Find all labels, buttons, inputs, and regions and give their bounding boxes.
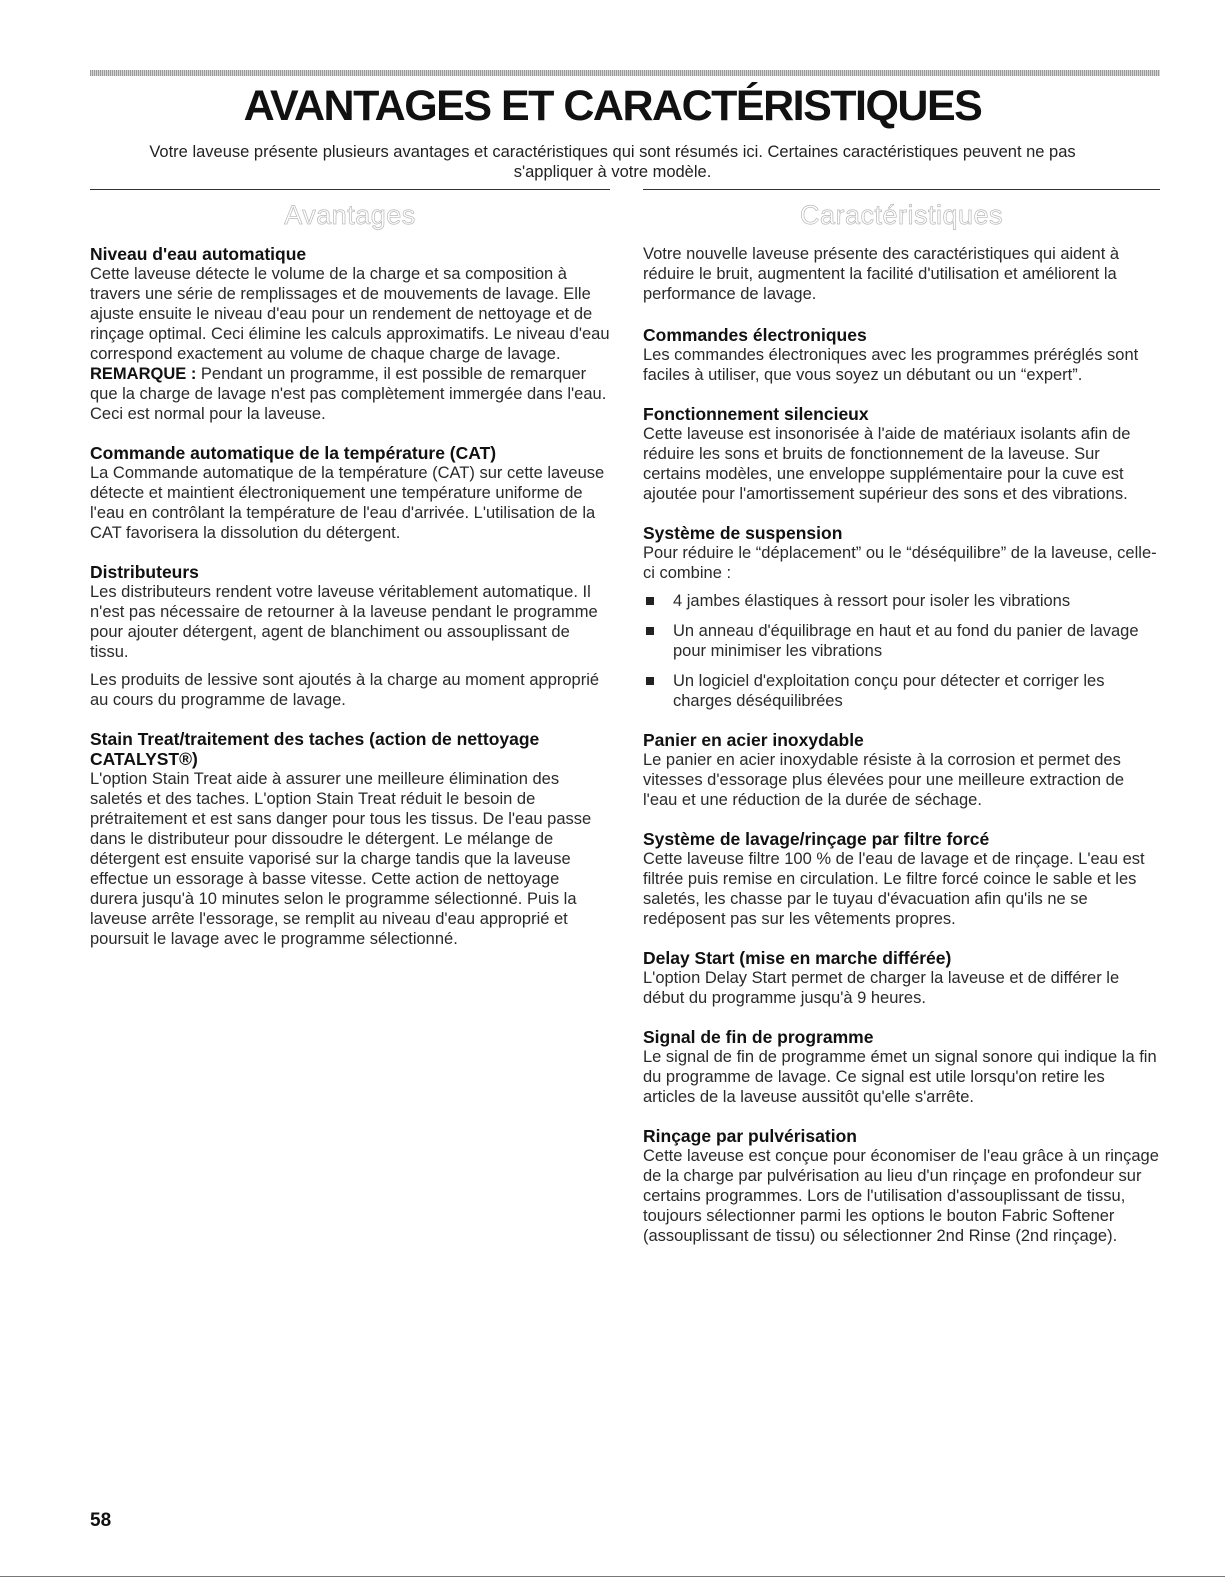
feature-section [90, 562, 610, 710]
features-column [643, 198, 1160, 1265]
section-paragraph: Les commandes électroniques avec les programmes préréglés sont faciles à utiliser, que vous soyez un débutant ou un “expert”. [643, 346, 1139, 384]
section-title: Signal de fin de programme [643, 1027, 874, 1047]
section-title: Système de lavage/rinçage par filtre forcé [643, 829, 990, 849]
features-intro: Votre nouvelle laveuse présente des caractéristiques qui aident à réduire le bruit, augmentent la facilité d'utilisation et améliorent la performance de lavage. [643, 245, 1120, 303]
feature-section [643, 1126, 1160, 1246]
advantages-sections [90, 244, 610, 949]
note-label: REMARQUE : [90, 365, 197, 383]
features-heading: Caractéristiques [799, 200, 1004, 230]
section-title: Distributeurs [90, 562, 199, 582]
section-paragraph: Pour réduire le “déplacement” ou le “déséquilibre” de la laveuse, celle-ci combine : [643, 544, 1157, 582]
section-title: Fonctionnement silencieux [643, 404, 869, 424]
feature-section [643, 325, 1160, 385]
section-paragraph: Le signal de fin de programme émet un signal sonore qui indique la fin du programme de lavage. Ce signal est utile lorsqu'on retire les articles de la laveuse aussitôt qu'elle s'arrête. [643, 1048, 1157, 1106]
section-paragraph: La Commande automatique de la température (CAT) sur cette laveuse détecte et maintient électroniquement une température uniforme de l'eau en contrôlant la température de l'eau d'arrivée. L'utilisation de la CAT favorisera la dissolution du détergent. [90, 464, 605, 542]
section-title: Delay Start (mise en marche différée) [643, 948, 952, 968]
page-intro: Votre laveuse présente plusieurs avantages et caractéristiques qui sont résumés ici. Certaines caractéristiques peuvent ne pas s'appliquer à votre modèle. [149, 143, 1076, 181]
section-paragraph: Les distributeurs rendent votre laveuse véritablement automatique. Il n'est pas nécessaire de retourner à la laveuse pendant le programme pour ajouter détergent, agent de blanchiment ou assouplissant de tissu. [90, 583, 598, 661]
page-title: AVANTAGES ET CARACTÉRISTIQUES [243, 82, 982, 130]
section-paragraph: Cette laveuse détecte le volume de la charge et sa composition à travers une série de remplissages et de mouvements de lavage. Elle ajuste ensuite le niveau d'eau pour un rendement de nettoyage et de rinçage optimal. Ceci élimine les calculs approximatifs. Le niveau d'eau correspond exactement au volume de chaque charge de lavage. [90, 265, 610, 363]
feature-section [643, 829, 1160, 929]
section-title: Niveau d'eau automatique [90, 244, 307, 264]
feature-section [643, 1027, 1160, 1107]
section-title: Système de suspension [643, 523, 843, 543]
page-number: 58 [90, 1510, 112, 1531]
section-paragraph: Cette laveuse filtre 100 % de l'eau de lavage et de rinçage. L'eau est filtrée puis remise en circulation. Le filtre forcé coince le sable et les saletés, les chasse par le tuyau d'évacuation afin qu'ils ne se redéposent pas sur les vêtements propres. [643, 850, 1145, 928]
advantages-heading: Avantages [284, 200, 416, 230]
right-column-rule [643, 189, 1160, 190]
section-title: Panier en acier inoxydable [643, 730, 864, 750]
note-text: Pendant un programme, il est possible de remarquer que la charge de lavage n'est pas complètement immergée dans l'eau. Ceci est normal pour la laveuse. [90, 365, 607, 423]
advantages-column [90, 198, 610, 968]
bullet-item: Un logiciel d'exploitation conçu pour détecter et corriger les charges déséquilibrées [643, 671, 1160, 711]
feature-section [643, 523, 1160, 711]
section-paragraph: Le panier en acier inoxydable résiste à la corrosion et permet des vitesses d'essorage plus élevées pour une meilleure extraction de l'eau et une réduction de la durée de séchage. [643, 751, 1125, 809]
feature-section [90, 443, 610, 543]
feature-section [643, 404, 1160, 504]
bullet-item: 4 jambes élastiques à ressort pour isoler les vibrations [643, 591, 1160, 611]
note-paragraph [90, 364, 610, 424]
feature-section [90, 244, 610, 424]
section-paragraph: L'option Stain Treat aide à assurer une meilleure élimination des saletés et des taches. L'option Stain Treat réduit le besoin de prétraitement et est sans danger pour tous les tissus. De l'eau passe dans le distributeur pour dissoudre le détergent. Le mélange de détergent est ensuite vaporisé sur la charge tandis que la laveuse effectue un essorage à basse vitesse. Cette action de nettoyage durera jusqu'à 10 minutes selon le programme sélectionné. Puis la laveuse arrête l'essorage, se remplit au niveau d'eau approprié et poursuit le lavage avec le programme sélectionné. [90, 770, 592, 948]
feature-section [643, 948, 1160, 1008]
feature-section [90, 729, 610, 949]
section-paragraph: L'option Delay Start permet de charger la laveuse et de différer le début du programme jusqu'à 9 heures. [643, 969, 1120, 1007]
bullet-item: Un anneau d'équilibrage en haut et au fond du panier de lavage pour minimiser les vibrations [643, 621, 1160, 661]
top-dotted-rule [90, 70, 1160, 76]
section-paragraph: Cette laveuse est conçue pour économiser de l'eau grâce à un rinçage de la charge par pulvérisation au lieu d'un rinçage en profondeur sur certains programmes. Lors de l'utilisation d'assouplissant de tissu, toujours sélectionner parmi les options le bouton Fabric Softener (assouplissant de tissu) ou sélectionner 2nd Rinse (2nd rinçage). [643, 1147, 1159, 1245]
section-paragraph: Cette laveuse est insonorisée à l'aide de matériaux isolants afin de réduire les sons et bruits de fonctionnement de la laveuse. Sur certains modèles, une enveloppe supplémentaire pour la cuve est ajoutée pour l'amortissement supérieur des sons et des vibrations. [643, 425, 1131, 503]
section-title: Commandes électroniques [643, 325, 867, 345]
section-title: Rinçage par pulvérisation [643, 1126, 857, 1146]
features-sections [643, 325, 1160, 1246]
bullet-list [643, 591, 1160, 711]
feature-section [643, 730, 1160, 810]
left-column-rule [90, 189, 610, 190]
section-title: Commande automatique de la température (CAT) [90, 443, 497, 463]
section-title: Stain Treat/traitement des taches (action de nettoyage CATALYST®) [90, 729, 540, 769]
section-paragraph: Les produits de lessive sont ajoutés à la charge au moment approprié au cours du programme de lavage. [90, 671, 600, 709]
bottom-rule [0, 1576, 1225, 1577]
